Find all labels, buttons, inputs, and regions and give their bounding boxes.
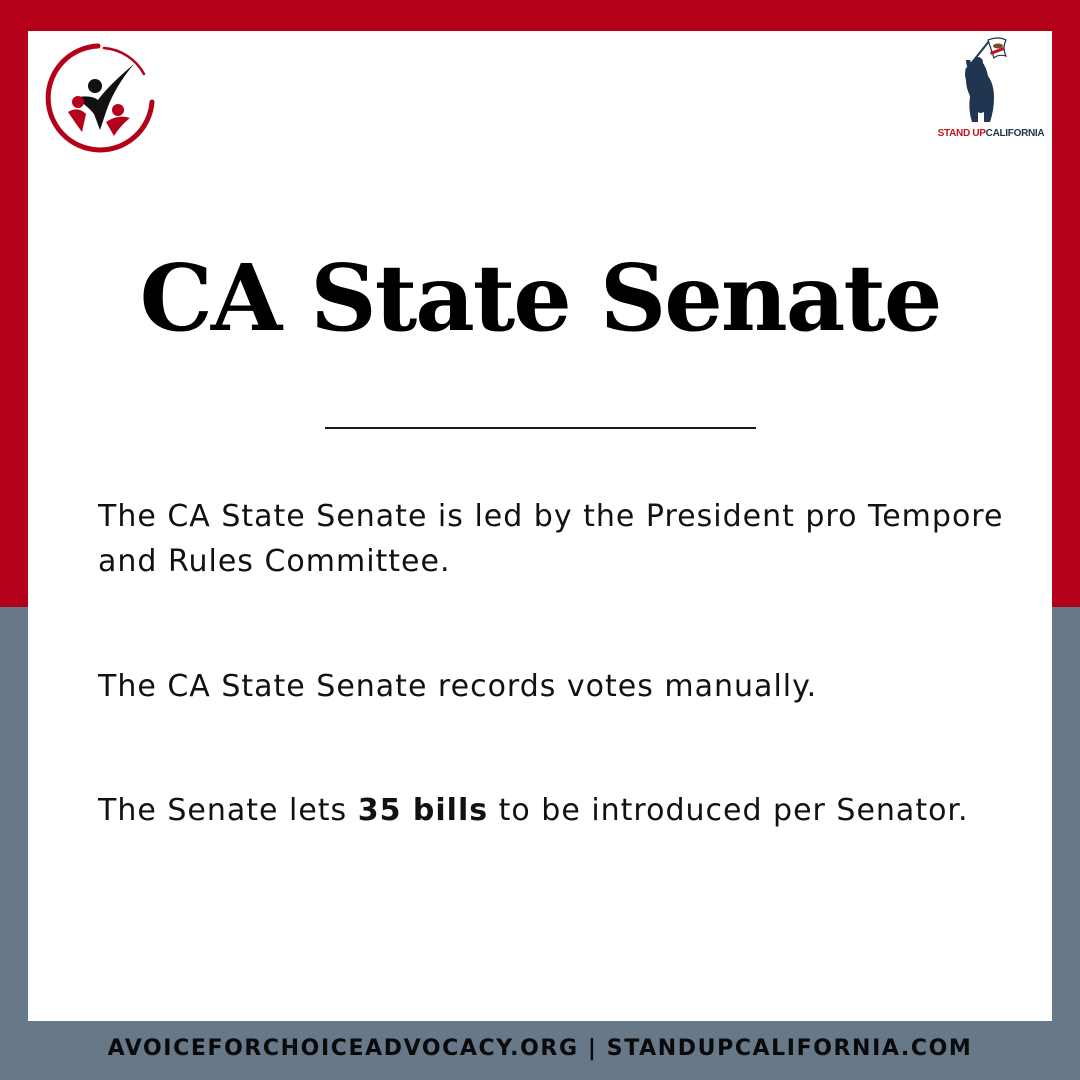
title-divider (325, 427, 756, 429)
bills-text-after: to be introduced per Senator. (488, 793, 969, 828)
bills-count-highlight: 35 bills (357, 793, 489, 828)
paragraph-bills (98, 788, 1018, 833)
wordmark-california: CALIFORNIA (985, 128, 1045, 139)
paragraph-votes: The CA State Senate records votes manually. (98, 669, 818, 704)
bills-text-before: The Senate lets (98, 793, 358, 828)
bear-flag-icon (936, 32, 1046, 128)
footer-websites: AVOICEFORCHOICEADVOCACY.ORG | STANDUPCALIFORNIA.COM (107, 1036, 973, 1061)
page-title: CA State Senate (139, 244, 941, 352)
stand-up-california-logo (936, 32, 1046, 144)
paragraph-leadership: The CA State Senate is led by the President pro Tempore and Rules Committee. (98, 499, 1004, 579)
voice-for-choice-logo-icon (40, 40, 156, 156)
wordmark-stand-up: STAND UP (937, 128, 986, 139)
stand-up-california-wordmark (936, 128, 1046, 139)
